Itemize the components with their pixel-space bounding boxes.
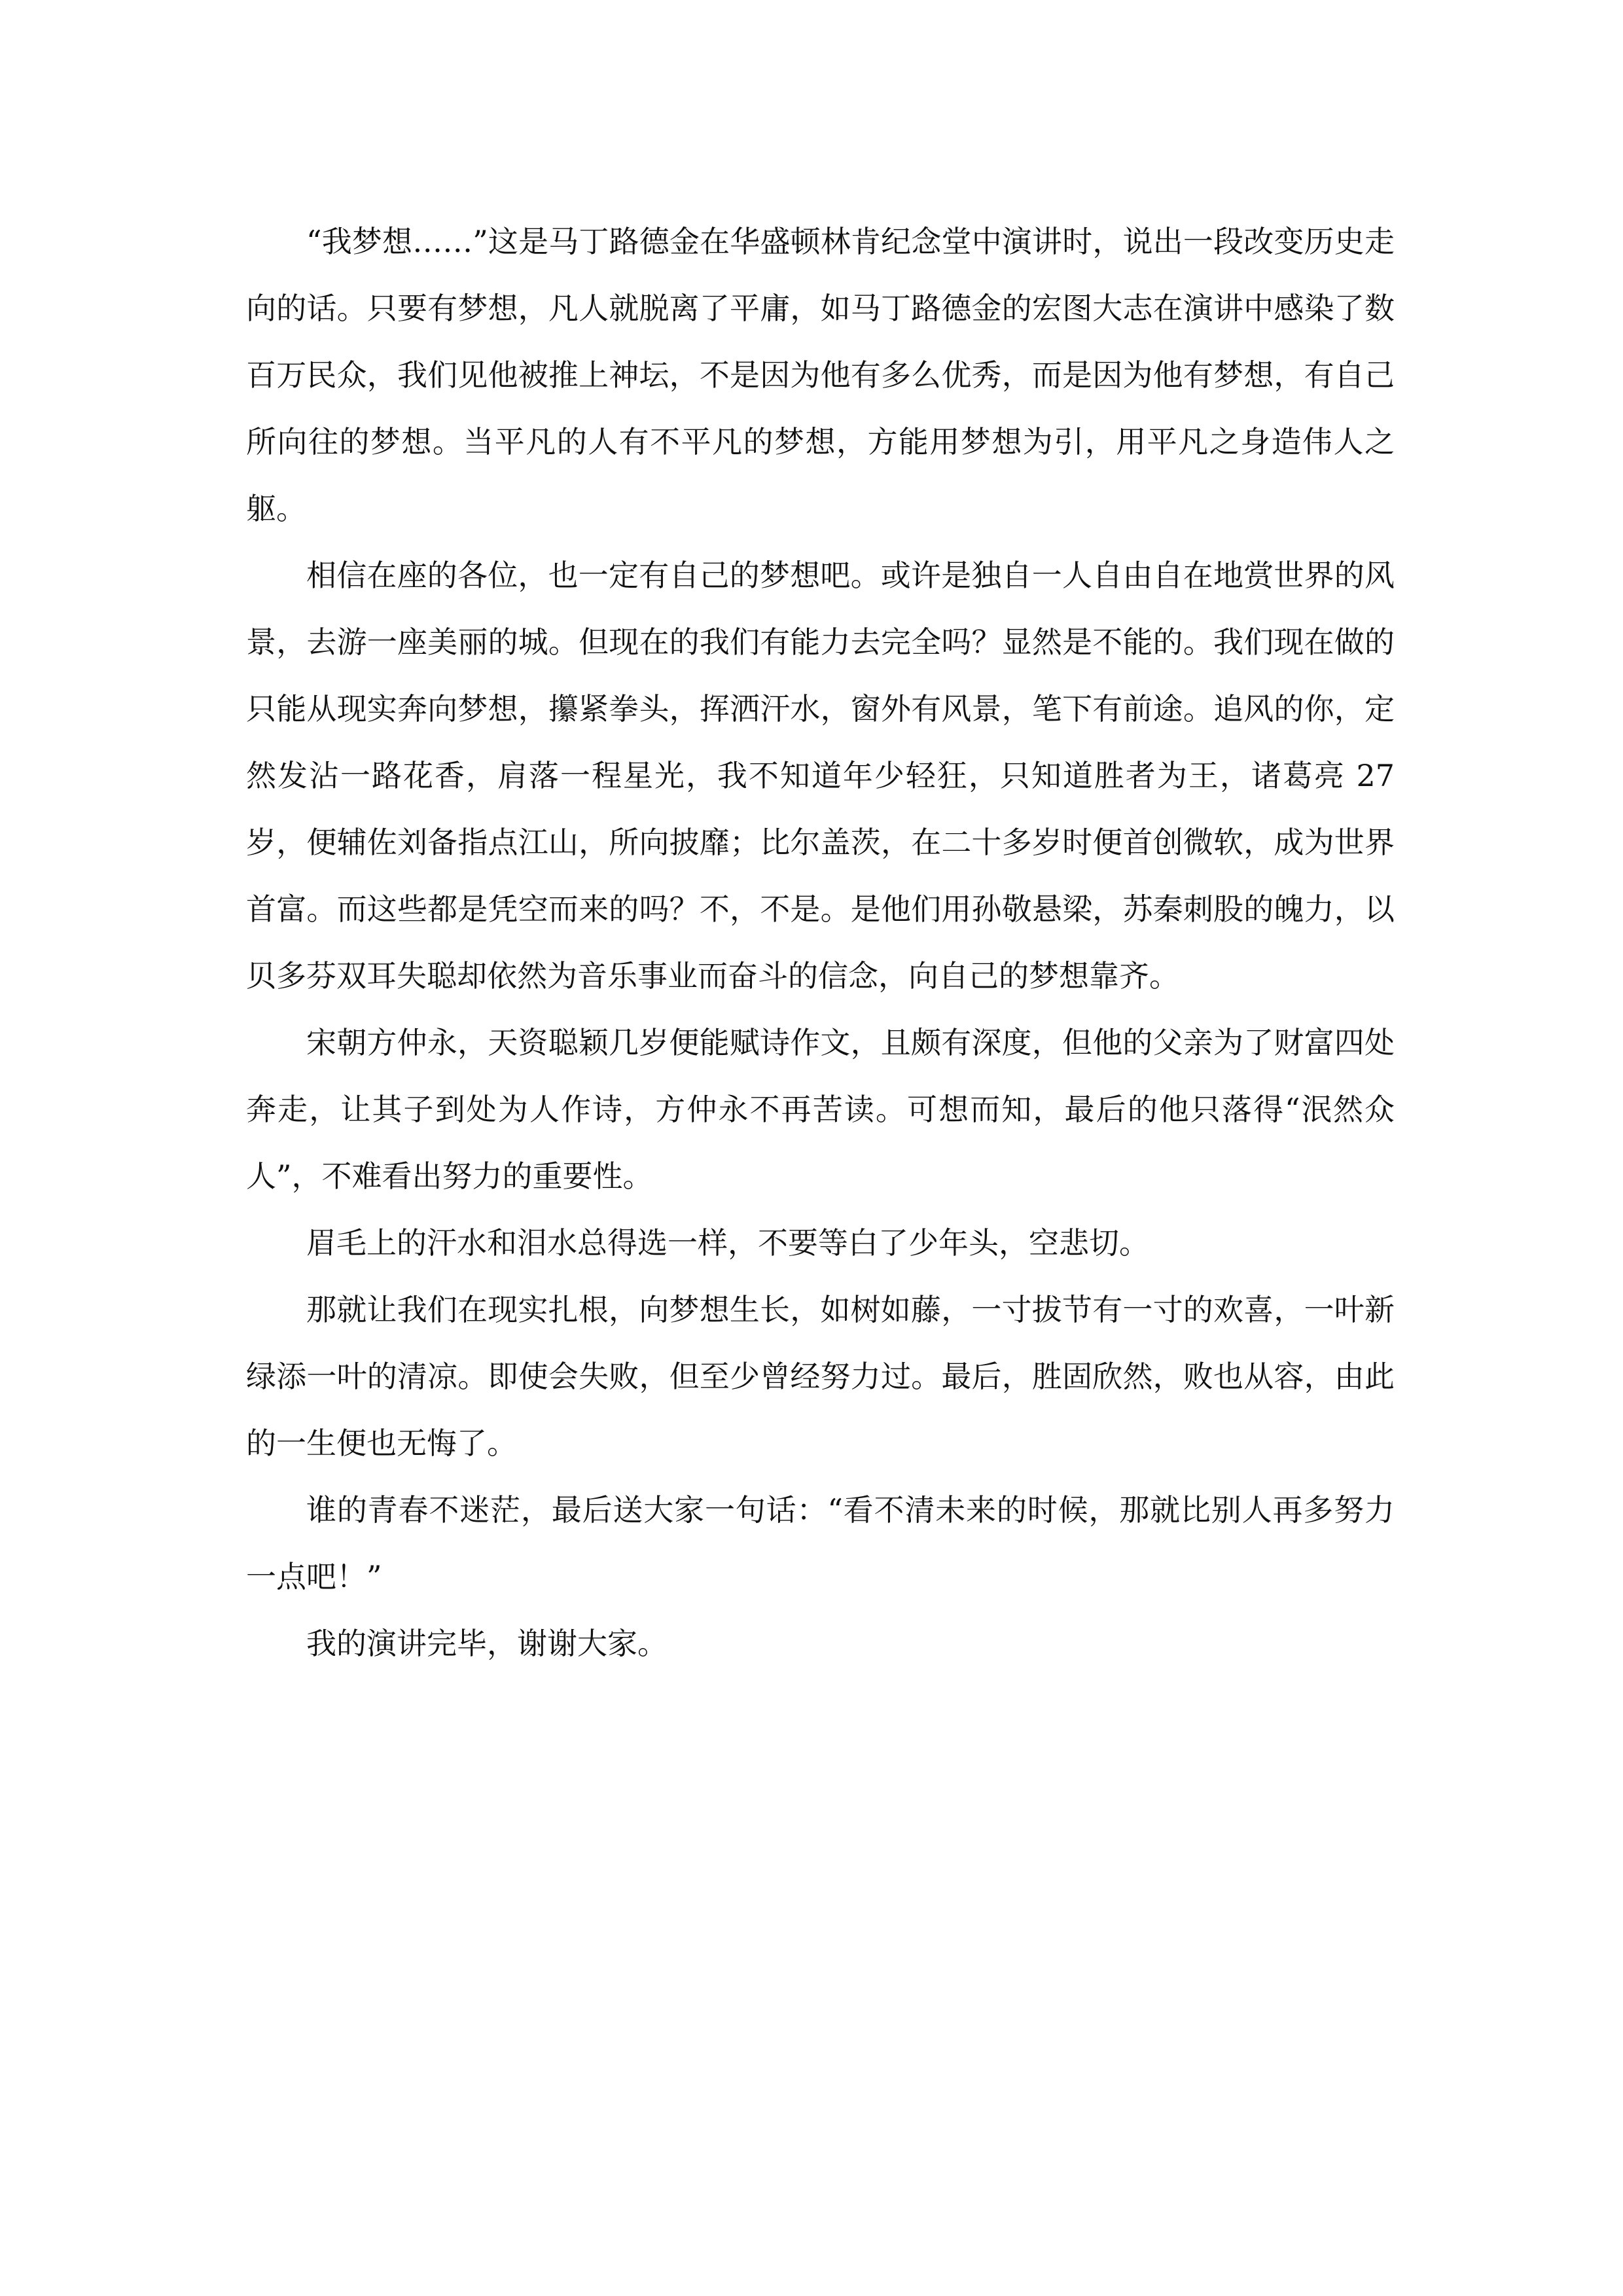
paragraph-closing: 我的演讲完毕，谢谢大家。 [306, 1626, 668, 1661]
speech-body [246, 208, 1395, 1677]
paragraph-sweat-and-tears: 眉毛上的汗水和泪水总得选一样，不要等白了少年头，空悲切。 [306, 1225, 1149, 1261]
paragraph-fang-zhongyong: 宋朝方仲永，天资聪颖几岁便能赋诗作文，且颇有深度，但他的父亲为了财富四处奔走，让其子到处为人作诗，方仲永不再苦读。可想而知，最后的他只落得“泯然众人”，不难看出努力的重要性。 [246, 1025, 1395, 1194]
paragraph-everyone-has-dream: 相信在座的各位，也一定有自己的梦想吧。或许是独自一人自由自在地赏世界的风景，去游一座美丽的城。但现在的我们有能力去完全吗？显然是不能的。我们现在做的只能从现实奔向梦想，攥紧拳头，挥洒汗水，窗外有风景，笔下有前途。追风的你，定然发沾一路花香，肩落一程星光，我不知道年少轻狂，只知道胜者为王，诸葛亮 27 岁，便辅佐刘备指点江山，所向披靡；比尔盖茨，在二十多岁时便首创微软，成为世界首富。而这些都是凭空而来的吗？不，不是。是他们用孙敬悬梁，苏秦刺股的魄力，以贝多芬双耳失聪却依然为音乐事业而奋斗的信念，向自己的梦想靠齐。 [246, 558, 1395, 994]
paragraph-dream-intro: “我梦想……”这是马丁路德金在华盛顿林肯纪念堂中演讲时，说出一段改变历史走向的话。只要有梦想，凡人就脱离了平庸，如马丁路德金的宏图大志在演讲中感染了数百万民众，我们见他被推上神坛，不是因为他有多么优秀，而是因为他有梦想，有自己所向往的梦想。当平凡的人有不平凡的梦想，方能用梦想为引，用平凡之身造伟人之躯。 [246, 224, 1395, 526]
paragraph-youth-advice: 谁的青春不迷茫，最后送大家一句话：“看不清未来的时候，那就比别人再多努力一点吧！” [246, 1492, 1395, 1594]
paragraph-take-root: 那就让我们在现实扎根，向梦想生长，如树如藤，一寸拔节有一寸的欢喜，一叶新绿添一叶的清凉。即使会失败，但至少曾经努力过。最后，胜固欣然，败也从容，由此的一生便也无悔了。 [246, 1292, 1395, 1461]
